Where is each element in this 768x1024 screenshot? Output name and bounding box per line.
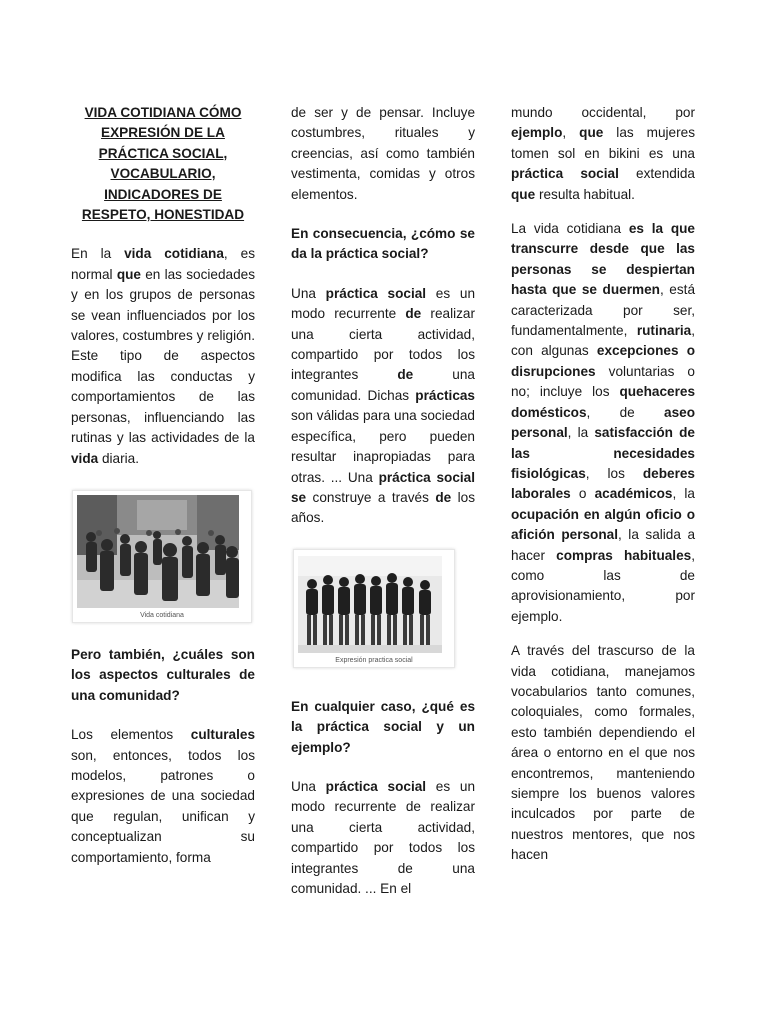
section-heading: Pero también, ¿cuáles son los aspectos culturales de una comunidad? — [71, 646, 255, 703]
bold-text: ocupación en algún oficio o afición personal — [511, 506, 695, 543]
text-run: construye a través — [306, 489, 436, 505]
text-run: resulta habitual. — [535, 186, 635, 202]
bold-text: que — [579, 125, 604, 141]
bold-text: práctica social — [325, 778, 427, 794]
paragraph: A través del trascurso de la vida cotidiana, manejamos vocabularios tanto comunes, coloquiales, como formales, esto también dependiendo el área o entorno en el que nos encontremos, manteniendo siempre los buenos valores inculcados por parte de nuestros mentores, que nos hacen — [511, 643, 695, 863]
text-run: , la — [567, 425, 595, 441]
bold-text: quehaceres domésticos — [511, 384, 695, 420]
paragraph: de ser y de pensar. Incluye costumbres, rituales y creencias, así como también vestimenta, comidas y otros elementos. — [291, 105, 475, 202]
text-run: , — [562, 125, 580, 141]
text-run: en las sociedades y en los grupos de personas se vean influenciados por los valores, costumbres y religión. Este tipo de aspectos modifica las conductas y comportamientos de las personas, influenciando las rutinas y las actividades de la — [71, 266, 256, 446]
figure-practica-social — [293, 549, 455, 668]
text-run: diaria. — [98, 450, 140, 466]
column-1 — [71, 103, 255, 868]
paragraph — [291, 284, 475, 529]
paragraph — [71, 725, 255, 868]
bold-text: de — [405, 306, 422, 322]
bold-text: rutinaria — [636, 323, 692, 339]
column-3 — [511, 103, 695, 866]
bold-text: deberes laborales — [511, 465, 695, 502]
paragraph — [511, 219, 695, 627]
text-run: Los elementos — [71, 727, 191, 743]
bold-text: vida cotidiana — [124, 246, 224, 262]
text-run: una comunidad. Dichas — [291, 367, 475, 403]
text-run: , está caracterizada por ser, fundamentalmente, — [511, 282, 696, 339]
paragraph — [291, 777, 475, 899]
paragraph — [71, 244, 255, 468]
bold-text: es la que transcurre desde que las personas se despiertan hasta que se duermen — [511, 221, 695, 298]
paragraph — [511, 103, 695, 205]
text-run: , es normal — [71, 246, 255, 282]
bold-text: académicos — [594, 486, 673, 502]
text-run: mundo occidental, por — [511, 105, 695, 120]
text-run: realizar una cierta actividad, compartido por todos los integrantes — [291, 306, 475, 383]
text-run: , los — [585, 465, 643, 481]
text-run: , con algunas — [511, 323, 695, 359]
bold-text: compras habituales — [556, 547, 692, 563]
crowd-photo — [77, 495, 239, 608]
bold-text: ejemplo — [511, 125, 563, 141]
bold-text: culturales — [190, 727, 255, 743]
bold-text: que — [511, 186, 536, 202]
text-run: En la — [71, 246, 125, 262]
bold-text: práctica social — [325, 285, 427, 301]
text-run: Una — [291, 285, 326, 301]
document-title: VIDA COTIDIANA CÓMO EXPRESIÓN DE LA PRÁCTICA SOCIAL, VOCABULARIO, INDICADORES DE RESPETO, HONESTIDAD — [81, 105, 245, 223]
bold-text: satisfacción de las necesidades fisiológicas — [511, 425, 695, 481]
text-run: los años. — [291, 489, 476, 526]
column-2 — [291, 103, 475, 899]
text-run: voluntarias o no; incluye los — [511, 363, 695, 400]
text-run: es un modo recurrente de realizar una cierta actividad, compartido por todos los integrantes de una comunidad. ... En el — [291, 778, 476, 896]
text-run: Una — [291, 778, 326, 794]
section-heading: En cualquier caso, ¿qué es la práctica social y un ejemplo? — [291, 698, 475, 755]
text-run: son, entonces, todos los modelos, patrones o expresiones de una sociedad que regulan, unifican y conceptualizan su comportamiento, forma — [71, 747, 255, 865]
text-run: son válidas para una sociedad específica, pero pueden resultar inapropiadas para otras. ... Una — [291, 408, 475, 485]
bold-text: práctica social — [511, 166, 619, 182]
text-run: las mujeres tomen sol en bikini es una — [511, 125, 695, 161]
figure-vida-cotidiana — [72, 490, 252, 623]
section-heading: En consecuencia, ¿cómo se da la práctica social? — [291, 226, 475, 262]
figure-caption: Expresión practica social — [335, 656, 413, 664]
text-run: , de — [586, 404, 665, 420]
bold-text: excepciones o disrupciones — [511, 343, 695, 379]
bold-text: práctica social se — [291, 469, 475, 505]
text-run: , como las de aprovisionamiento, por ejemplo. — [511, 547, 695, 624]
bold-text: de — [435, 489, 452, 505]
group-photo — [298, 556, 442, 653]
figure-caption: Vida cotidiana — [140, 611, 184, 619]
text-run: , la salida a hacer — [511, 527, 696, 563]
text-run: , la — [672, 486, 695, 502]
text-run: es un modo recurrente — [291, 285, 476, 322]
bold-text: vida — [71, 450, 99, 466]
bold-text: que — [116, 266, 141, 282]
bold-text: de — [397, 367, 414, 383]
text-run: La vida cotidiana — [511, 221, 629, 237]
text-run: extendida — [618, 166, 695, 182]
text-run: o — [570, 486, 595, 502]
bold-text: prácticas — [415, 387, 475, 403]
bold-text: aseo personal — [511, 404, 695, 441]
